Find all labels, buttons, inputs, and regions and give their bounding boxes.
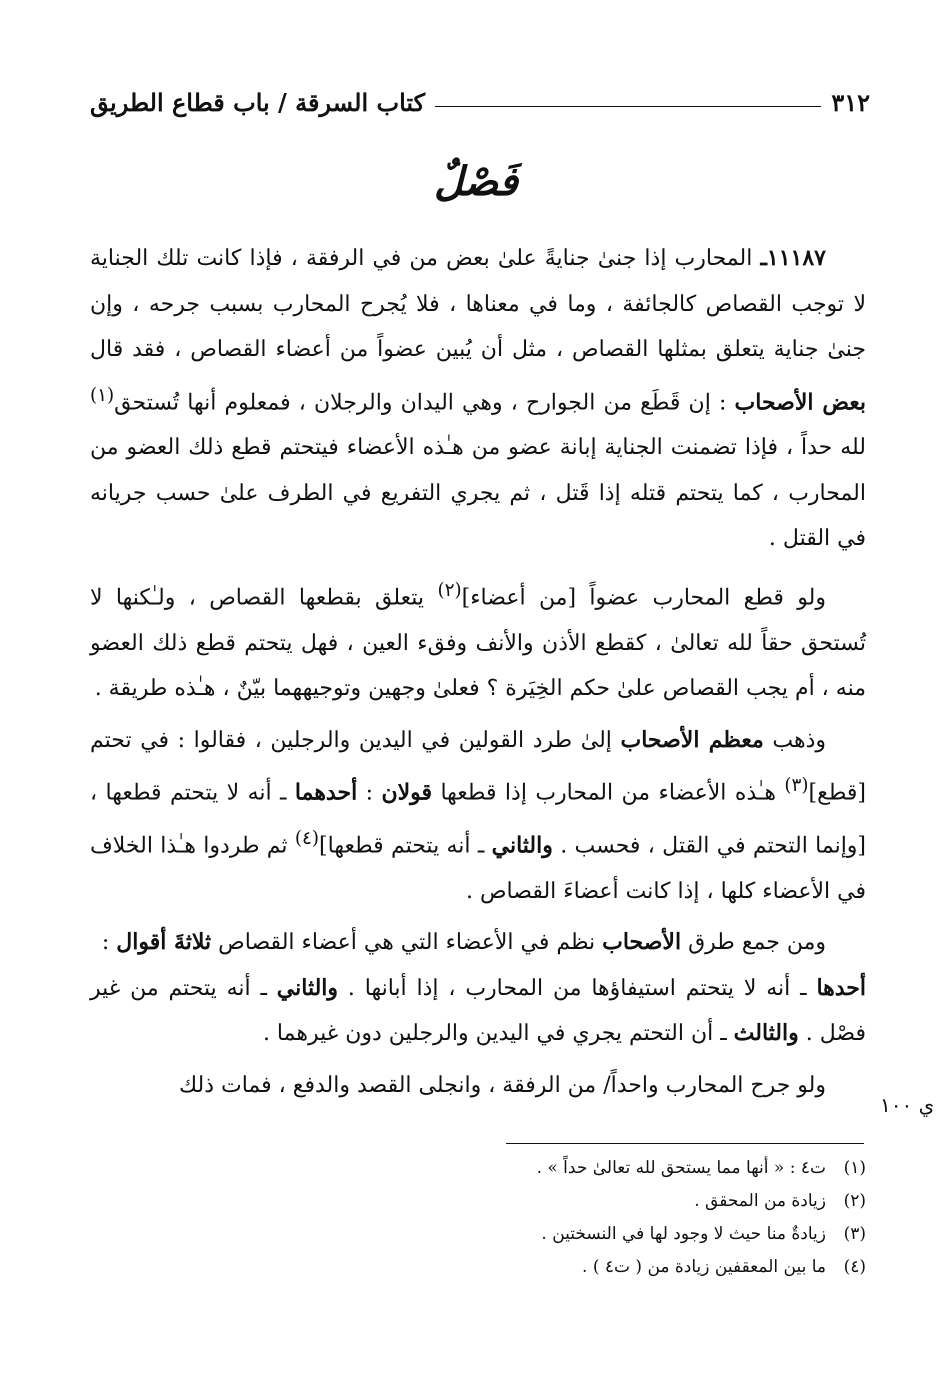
- footnote-item: (٤) ما بين المعقفين زيادة من ( ت٤ ) .: [582, 1257, 866, 1277]
- section-title: فَصْلٌ: [433, 158, 519, 205]
- footnote-ref: (٤): [294, 827, 320, 849]
- header-title: كتاب السرقة / باب قطاع الطريق: [90, 87, 426, 117]
- footnote-ref: (١): [90, 384, 115, 406]
- running-header: [90, 82, 870, 122]
- paragraph-4: ومن جمع طرق الأصحاب نظم في الأعضاء التي هي أعضاء القصاص ثلاثةَ أقوال :: [101, 929, 826, 956]
- footnote-item: (١) ت٤ : « أنها مما يستحق لله تعالىٰ حداً » .: [536, 1158, 866, 1178]
- paragraph-2: ولو قطع المحارب عضواً [من أعضاء]$^{(٢)}$ يتعلق بقطعها القصاص ، ولـٰكنها لا تُستحق حقاً لله تعالىٰ ، كقطع الأذن والأنف وفقء العين ، فهل يتحتم قطع ذلك العضو منه ، أم يجب القصاص علىٰ حكم الخِيَرة ؟ فعلىٰ وجهين وتوجيههما بيّنٌ ، هـٰذه طريقة .: [90, 579, 866, 702]
- paragraph-3: وذهب معظم الأصحاب إلىٰ طرد القولين في اليدين والرجلين ، فقالوا : في تحتم [قطع]$^{(٣)}$ هـٰذه الأعضاء من المحارب إذا قطعها قولان : أحدهما ـ أنه لا يتحتم قطعها ، [وإنما التحتم في القتل ، فحسب . والثاني ـ أنه يتحتم قطعها]$^{(٤)}$ ثم طردوا هـٰذا الخلاف في الأعضاء كلها ، إذا كانت أعضاءَ القصاص .: [90, 726, 867, 904]
- manuscript-margin-ref: ي ١٠٠: [880, 1093, 935, 1117]
- footnote-item: (٣) زيادةٌ منا حيث لا وجود لها في النسختين .: [541, 1224, 866, 1244]
- header-rule: [435, 106, 821, 107]
- paragraph-1: ١١١٨٧ـ المحارب إذا جنىٰ جنايةً علىٰ بعض من في الرفقة ، فإذا كانت تلك الجناية لا توجب القصاص كالجائفة ، وما في معناها ، فلا يُجرح المحارب بسبب جرحه ، وإن جنىٰ جناية يتعلق بمثلها القصاص ، مثل أن يُبين عضواً من أعضاء القصاص ، فقد قال بعض الأصحاب : إن قَطَع من الجوارح ، وهي اليدان والرجلان ، فمعلوم أنها تُستحق$^{(١)}$ لله حداً ، فإذا تضمنت الجناية إبانة عضو من هـٰذه الأعضاء فيتحتم قطع ذلك العضو من المحارب ، كما يتحتم قتله إذا قَتل ، ثم يجري التفريع في الطرف علىٰ حسب جريانه في القتل .: [90, 245, 867, 552]
- paragraph-5: أحدها ـ أنه لا يتحتم استيفاؤها من المحارب ، إذا أبانها . والثاني ـ أنه يتحتم من غير فصْل . والثالث ـ أن التحتم يجري في اليدين والرجلين دون غيرهما .: [90, 974, 867, 1047]
- footnote-ref: (٣): [784, 775, 809, 797]
- footnote-ref: (٢): [437, 579, 462, 601]
- footnote-item: (٢) زيادة من المحقق .: [694, 1191, 866, 1211]
- footnotes: [90, 1152, 866, 1284]
- paragraph-number: ١١١٨٧ـ: [760, 245, 826, 271]
- page-number: ٣١٢: [831, 87, 870, 117]
- footnote-rule: [506, 1143, 864, 1144]
- main-text: [90, 236, 866, 1114]
- paragraph-6: ولو جرح المحارب واحداً/ من الرفقة ، وانجلى القصد والدفع ، فمات ذلك: [178, 1072, 826, 1098]
